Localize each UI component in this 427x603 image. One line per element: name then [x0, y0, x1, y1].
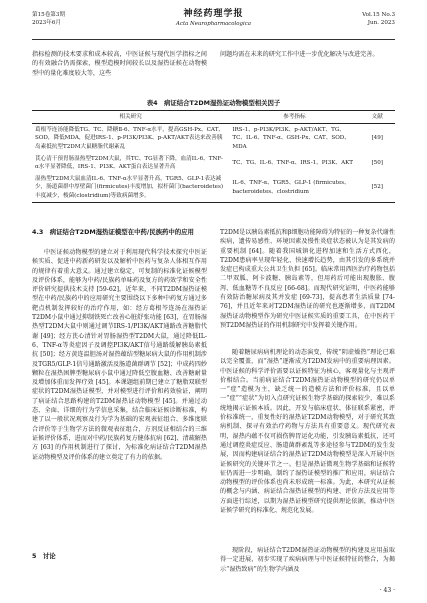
table-cell-study: 葛根芩连汤能降低TG、TC、降糖Ⅱ-6、TNF-α水平，提高GSH-Px、CAT、SOD，降低MDA，促进IRS-1、p-PI3K/PI3K、p-AKT/AKT表达来改善胰岛素抵抗型T2DM大鼠糖脂代谢紊乱	[35, 127, 224, 150]
section-4-3-right-paragraph: T2DM是以胰岛素抵抗和β细胞功能障碍为特征的一种复杂代谢性疾病，遗传易感性、环境因素及慢性炎症状态被认为是其发病的重要机制 [64]。随着我国城镇化进程加速和生活方式西化，T2DM患病率呈现年轻化、快速增长趋势，由其引发的多系统并发症已构成重大公共卫生负担 [65]。临床常用西医治疗药物包括二甲双胍、阿卡波糖、胰岛素等，但用药后可能出现腹胀、腹泻、低血糖等不良反应 [66-68]。而现代研究证明，中医药能够有效防治糖尿病及其并发症 [69-73]，提高患者生活质量 [74-76]，并且近年来对T2DM湿热证的研究也逐渐增多，而T2DM湿热证动物模型作为研究中医证候实质的重要工具，在中医药干预T2DM湿热证的作用机制研究中发挥着关键作用。	[220, 229, 395, 329]
factor-table	[32, 110, 395, 203]
section-4-3-right-paragraph-2: 随着糖尿病病机理论的动态演变，传统“阴虚燥热”理论已难以完全覆盖，而“湿热”逐渐成为T2DM发病中的重要病理因素。中医证候的科学评价需要以证候特征为核心，客观量化与主观评价相结合。当前病证结合T2DM湿热证动物模型的研究仍以单一“症”造模为主，缺乏统一的造模方法和评价标准，且以单一“症”“症状”为切入点研究证候生物学基础的探索较少，难以系统地揭示证候本质。因此，开发与临床症状、体征联系紧密，评价标准统一，重复性好的湿热证T2DM动物模型，对于研究其致病机制、探寻有效治疗药物与方法具有重要意义。现代研究表明，湿热内蕴不仅可损伤脾胃运化功能，引发胰岛素抵抗，还可通过调控炎症反应、肠道菌群紊乱等多途径参与T2DM的发生发展，因而构建病证结合的湿热证T2DM动物模型是深入开展中医证候研究的关键环节之一。但是湿热证微观生物学基础和证候特征仍需进一步明确，制约了湿热证模型的推广和应用，病证结合动物模型的评价体系也尚未形成统一标准。为此，本研究从证候的概念与内涵、病证结合湿热证模型的构建、评价方法及应用等方面进行综述，以期为湿热证模型研究提供理论依据，推动中医证候学研究的标准化、规范化发展。	[220, 349, 395, 515]
table-header-ref: 文献	[359, 111, 395, 124]
table-cell-study: 芪心清干预胃肠湿热型T2DM大鼠，其TC、TG显著下降，血清IL-6、TNF-α水平显著降低，IRS-1、PI3K、AKT蛋白表达显著升高	[35, 155, 223, 171]
header-rule	[32, 39, 395, 40]
journal-title-en: Acta Neuropharmacologica	[176, 21, 251, 27]
section-4-3-left-paragraph: 中医证候动物模型的建立对于利用现代科学技术探究中医证候实质、促进中药新药研发以及解析中医药与复杂人体相互作用的规律有着重大意义。通过建立稳定、可复制的标准化证候模型及评价体系，能够为中药/民族药单味药及复方的药效学和安全性评价研究提供技术支持 [59-62]。近年来，不同T2DM湿热证模型在中药/民族药中的应用研究主要围绕以下多种中药复方通过多靶点机制发挥较好的治疗作用，如：经方葛根芩连汤在湿热证T2DM小鼠中通过抑制铁死亡改善心脏舒张功能 [63]，在胃肠湿热型T2DM大鼠中则通过调节IRS-1/PI3K/AKT通路改善糖脂代谢 [49]；经方芪心清针对胃肠湿热型T2DM大鼠，通过降低IL-6、TNF-α等炎症因子及调控PI3K/AKT信号通路缓解胰岛素抵抗 [50]；经方黄连温胆汤对湿热蕴结型糖尿病大鼠的作用机制涉及TGR5/GLP-1信号通路激活及肠道菌群调节 [52]；中成药四妙颗粒在湿热困脾型糖尿病小鼠中通过降低空腹血糖、改善糖耐量及增加体重而发挥疗效 [45]。本课题组前期已建立了糖脂双联型症状的T2DM湿热证模型，并对模型进行评价和药效验证，阐明了病证结合思路构建的T2DM湿热证动物模型 [45]。并通过动态、全面、详细的行为学信息采集，结合临床证候诊断标准，构建了以一般状况观察及行为学为基础的宏观表征组合、多维度联合评价等于生物学方法的微观表征组合，方剂反证相结合的三维证候评价体系，进而对中药/民族药复方健体抗病 [62]、清疏解热方 [63] 的作用机制进行了探讨，为标准化病证结合T2DM湿热证动物模型及评价体系的建立奠定了有力的依据。	[32, 249, 207, 461]
section-4-3-heading: 4.3 病证结合T2DM湿热证模型在中药/民族药中的应用	[32, 228, 194, 236]
table-cell-index: IL-6、TNF-α、TGR5、GLP-1 (firmicutes、bacteroidetes、clostridium	[229, 173, 359, 202]
section-5-heading: 5 讨论	[32, 552, 56, 560]
top-left-paragraph: 指标检测的技术要求和成本较高，中医证候与现代医学指标之间的有效融合仍需探索，模型造模时间较长以及湿热证候在动物模型中的量化难度较大等，这些	[32, 51, 207, 77]
page-number: · 43 ·	[379, 587, 395, 594]
table-row	[32, 124, 395, 153]
table-cell-ref: [50]	[371, 159, 383, 166]
table-row	[32, 173, 395, 202]
table-caption: 表4 病证结合T2DM湿热证动物模型相关因子	[146, 99, 281, 107]
header-volume-cn: 第15卷第3期	[32, 12, 66, 18]
header-journal	[32, 9, 395, 28]
table-header-index: 参考指标	[229, 111, 359, 124]
journal-title-cn: 神经药理学报	[183, 9, 244, 19]
table-cell-index: IRS-1、p-PI3K/PI3K、p-AKT/AKT、TG、TC、IL-6、TNF-α、GSH-Px、CAT、SOD、MDA	[232, 127, 350, 150]
header-right	[362, 11, 395, 27]
table-cell-index: TC、TG、IL-6、TNF-α、IRS-1、PI3K、AKT	[232, 159, 354, 166]
section-5-right-paragraph: 现阶段，病证结合T2DM湿热证动物模型的构建及应用虽取得一定进展，初步实现了疾病病理与中医证候特征的整合，为揭示“湿热致病”的生物学内涵及	[220, 547, 395, 573]
table-row	[32, 153, 395, 173]
table-cell-study: 湿热型T2DM大鼠血清IL-6、TNF-α水平显著升高，TGR5、GLP-1表达减少，肠道菌群中厚壁菌门(firmicutes)丰度增加，拟杆菌门(bacteroidetes)丰度减少，梭菌(clostridium)等致病菌增多。	[32, 173, 229, 202]
table-header-row	[32, 111, 395, 124]
table-header-study: 相关研究	[32, 111, 229, 124]
header-volume-en: Vol.15 No.3	[362, 12, 395, 18]
header-date-en: Jun. 2023	[367, 20, 395, 26]
top-right-paragraph: 问题均需在未来的研究工作中进一步优化解决与改进完善。	[220, 51, 379, 58]
table-cell-ref: [52]	[359, 173, 395, 202]
header-date-cn: 2023年6月	[32, 20, 61, 26]
running-header	[32, 8, 395, 38]
table-cell-ref: [49]	[371, 135, 383, 142]
